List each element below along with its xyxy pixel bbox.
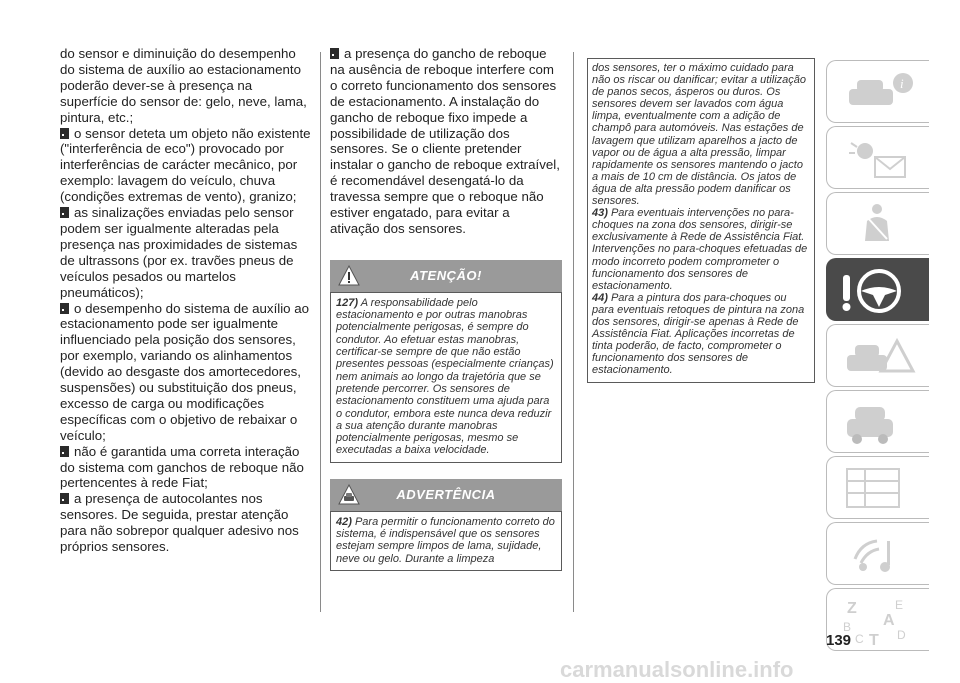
note-number: 42) <box>336 515 352 528</box>
bullet-item: não é garantida uma correta interação do sistema com ganchos de reboque não pertencentes à rede Fiat; <box>60 443 304 491</box>
checkbox-bullet-icon <box>60 446 69 457</box>
warning-text: A responsabilidade pelo estacionamento e por outras manobras potencialmente perigosas, é sempre do condutor. Ao efetuar estas manobras, certificar-se sempre de que não estão presentes pessoas (especialmente crianças) nem animais ao longo da trajetória que se pretende percorrer. Os sensores de estacionamento constituem uma ajuda para o condutor, embora este nunca deva reduzir a sua atenção durante manobras potencialmente perigosas, mesmo se executadas a baixa velocidade. <box>336 296 554 457</box>
column-3 <box>587 58 815 383</box>
index-letter: D <box>897 628 906 642</box>
index-letter: Z <box>847 600 857 617</box>
note-43-text: Para eventuais intervenções no para-choques na zona dos sensores, dirigir-se exclusivamente à Rede de Assistência Fiat. Intervenções no para-choques efetuadas de modo incorreto podem comprometer o funcionamento dos sensores de estacionamento. <box>592 207 808 292</box>
specifications-icon <box>841 463 921 513</box>
caution-car-icon <box>338 484 360 506</box>
tab-emergency[interactable] <box>826 324 929 387</box>
warning-title: ATENÇÃO! <box>410 268 482 284</box>
advert-title: ADVERTÊNCIA <box>396 487 496 503</box>
bullet-item: o sensor deteta um objeto não existente ("interferência de eco") provocado por interferências de carácter mecânico, por exemplo: lavagem do veículo, chuva (condições extremas de vento), granizo; <box>60 125 311 205</box>
tab-lights-message[interactable] <box>826 126 929 189</box>
index-letters-icon <box>841 595 921 649</box>
tab-starting-driving[interactable] <box>826 258 929 321</box>
column-divider <box>320 52 321 612</box>
note-44-text: Para a pintura dos para-choques ou para eventuais retoques de pintura na zona dos sensores, dirigir-se apenas à Rede de Assistência Fiat. Aplicações incorretas de tinta poderão, de facto, comprometer o funcionamento dos sensores de estacionamento. <box>592 291 805 377</box>
checkbox-bullet-icon <box>60 303 69 314</box>
tab-safety[interactable] <box>826 192 929 255</box>
multimedia-icon <box>841 529 921 579</box>
steering-wheel-key-icon <box>841 265 921 319</box>
index-letter: E <box>895 598 904 612</box>
note-number: 127) <box>336 296 359 309</box>
advert-box-continued <box>587 58 815 383</box>
column-1 <box>60 46 312 555</box>
checkbox-bullet-icon <box>330 48 339 59</box>
index-letter: B <box>843 620 852 634</box>
tab-multimedia[interactable] <box>826 522 929 585</box>
warning-triangle-icon <box>338 265 360 287</box>
advert-box <box>330 511 562 571</box>
column-divider <box>573 52 574 612</box>
bullet-item: o desempenho do sistema de auxílio ao estacionamento pode ser igualmente influenciado pela posição dos sensores, por exemplo, variando os alinhamentos (devido ao desgaste dos amortecedores, suspensões) ou substituição dos pneus, excesso de carga ou modificações específicas com o objetivo de rebaixar o veículo; <box>60 300 310 443</box>
emergency-icon <box>841 331 921 381</box>
bullet-item: as sinalizações enviadas pelo sensor podem ser igualmente alteradas pela presença nas proximidades de sistemas de ultrassons (por ex. travões pneus de veículos pesados ou martelos pneumáticos); <box>60 205 298 300</box>
index-letter: A <box>883 612 895 629</box>
bullet-item: a presença de autocolantes nos sensores. De seguida, prestar atenção para não sobrepor qualquer adesivo nos próprios sensores. <box>60 491 299 555</box>
note-number: 43) <box>592 207 608 220</box>
advert-text: Para permitir o funcionamento correto do sistema, é indispensável que os sensores estejam sempre limpos de lama, sujidade, neve ou gelo. Durante a limpeza <box>336 515 555 565</box>
note-number: 44) <box>592 291 608 304</box>
warning-header <box>330 260 562 292</box>
warning-box <box>330 292 562 463</box>
intro-paragraph: do sensor e diminuição do desempenho do sistema de auxílio ao estacionamento poderão dever-se à presença na superfície do sensor de: gelo, neve, lama, pintura, etc.; <box>60 46 307 125</box>
checkbox-bullet-icon <box>60 493 69 504</box>
advert-continued-text: dos sensores, ter o máximo cuidado para não os riscar ou danificar; evitar a utilização de panos secos, ásperos ou duros. Os sensores devem ser lavados com água limpa, eventualmente com a adição de champô para automóveis. Nas estações de lavagem que utilizam aparelhos a jacto de vapor ou de água a alta pressão, limpar rapidamente os sensores mantendo o jacto a mais de 10 cm de distância. Os jatos de água de alta pressão podem danificar os sensores. <box>592 62 806 208</box>
svg-text:i: i <box>900 76 904 91</box>
tab-specifications[interactable] <box>826 456 929 519</box>
chapter-sidebar <box>826 60 929 654</box>
car-service-icon <box>841 397 921 447</box>
car-info-icon <box>841 67 921 117</box>
footer-watermark: carmanualsonline.info <box>560 657 794 682</box>
advert-header <box>330 479 562 511</box>
page-number: 139 <box>826 632 852 649</box>
index-letter: C <box>855 632 864 646</box>
column-2 <box>330 46 562 571</box>
index-letter: T <box>869 632 879 649</box>
tab-car-info[interactable] <box>826 60 929 123</box>
checkbox-bullet-icon <box>60 128 69 139</box>
lights-message-icon <box>841 133 921 183</box>
safety-airbag-icon <box>841 199 921 249</box>
tab-service[interactable] <box>826 390 929 453</box>
checkbox-bullet-icon <box>60 207 69 218</box>
bullet-item: a presença do gancho de reboque na ausência de reboque interfere com o correto funcionamento dos sensores de estacionamento. A instalação do gancho de reboque fixo impede a possibilidade de utilização dos sensores. Se o cliente pretender instalar o gancho de reboque extraível, é recomendável desengatá-lo da travessa sempre que o reboque não estiver engatado, para evitar a ativação dos sensores. <box>330 46 560 236</box>
